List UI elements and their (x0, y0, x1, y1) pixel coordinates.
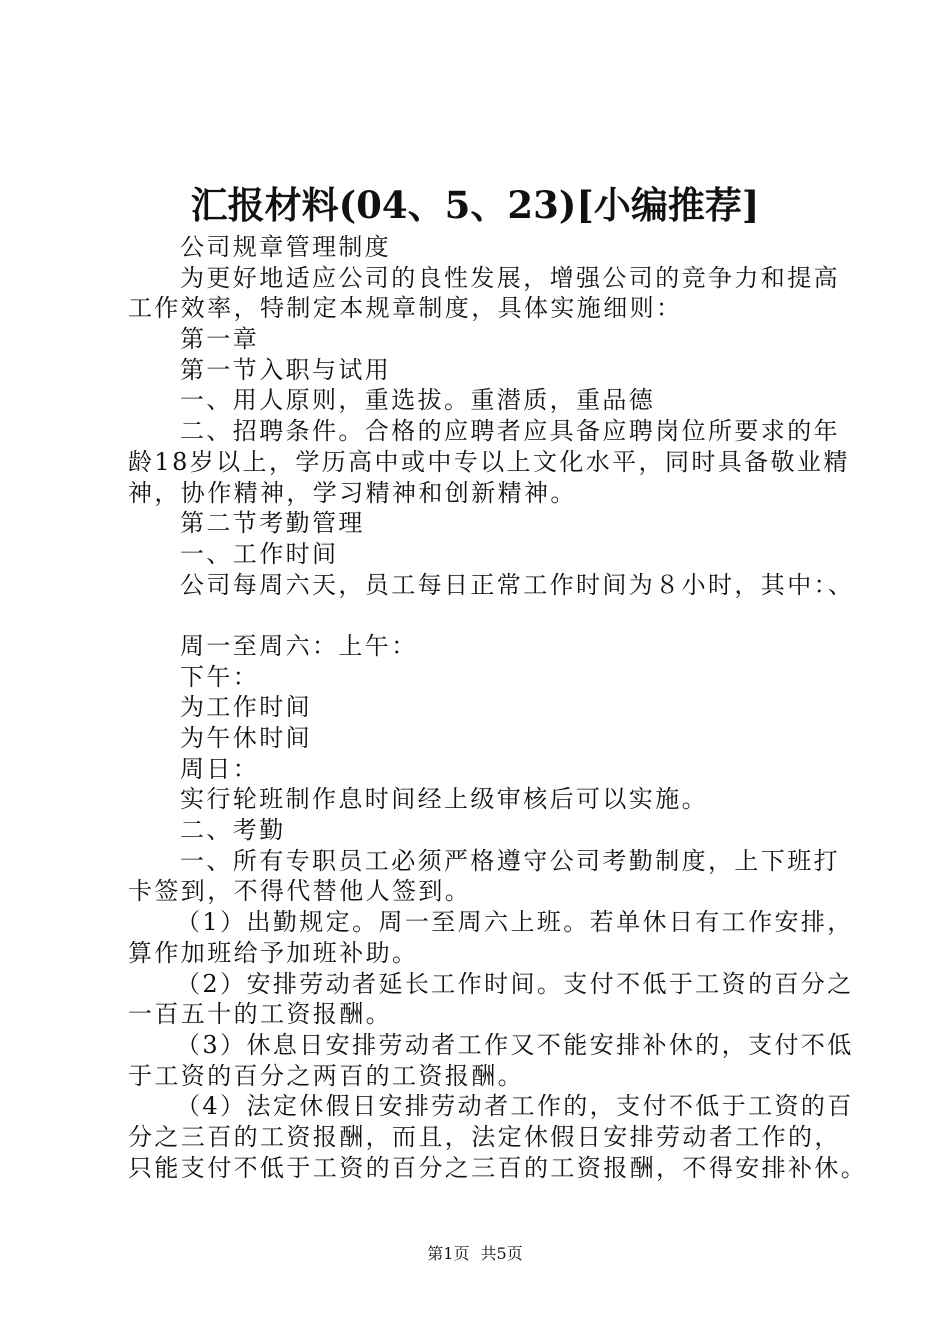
section-heading: 二、考勤 (180, 816, 286, 845)
paragraph-line: 神，协作精神，学习精神和创新精神。 (128, 478, 577, 507)
paragraph-line: 卡签到，不得代替他人签到。 (128, 877, 472, 906)
paragraph-line: 一百五十的工资报酬。 (128, 1000, 392, 1029)
paragraph-line: 分之三百的工资报酬，而且，法定休假日安排劳动者工作的， (128, 1122, 841, 1151)
paragraph-line: 工作效率，特制定本规章制度，具体实施细则： (128, 294, 683, 323)
paragraph-line: （1）出勤规定。周一至周六上班。若单休日有工作安排， (176, 908, 854, 937)
paragraph-line: 只能支付不低于工资的百分之三百的工资报酬，不得安排补休。 (128, 1153, 868, 1182)
section-heading: 第一节入职与试用 (180, 355, 392, 384)
paragraph-line: 公司规章管理制度 (180, 233, 392, 261)
paragraph-line: 为更好地适应公司的良性发展，增强公司的竞争力和提高 (180, 263, 840, 292)
paragraph-line: 周日： (180, 754, 260, 783)
paragraph-line: 周一至周六：上午： (180, 631, 418, 660)
paragraph-line: 一、工作时间 (180, 539, 339, 568)
paragraph-line: 二、招聘条件。合格的应聘者应具备应聘岗位所要求的年 (180, 417, 840, 446)
paragraph-line: 于工资的百分之两百的工资报酬。 (128, 1061, 524, 1090)
document-title: 汇报材料(04、5、23)[小编推荐] (190, 183, 760, 227)
paragraph-line: 一、所有专职员工必须严格遵守公司考勤制度，上下班打 (180, 846, 840, 875)
paragraph-line: 一、用人原则，重选拔。重潜质，重品德 (180, 386, 656, 415)
blank-line (128, 600, 840, 631)
paragraph-line: （4）法定休假日安排劳动者工作的，支付不低于工资的百 (176, 1092, 854, 1121)
paragraph-line: 为午休时间 (180, 724, 312, 752)
paragraph-line: 实行轮班制作息时间经上级审核后可以实施。 (180, 785, 708, 814)
page-number: 第1页 (427, 1244, 470, 1263)
page-footer (0, 1243, 950, 1265)
paragraph-line: 下午： (180, 662, 260, 691)
paragraph-line: 算作加班给予加班补助。 (128, 938, 419, 967)
paragraph-line: 龄18岁以上，学历高中或中专以上文化水平，同时具备敬业精 (128, 447, 850, 476)
chapter-heading: 第一章 (180, 325, 260, 354)
document-body (128, 232, 868, 1183)
page-total: 共5页 (480, 1244, 523, 1263)
paragraph-line: （2）安排劳动者延长工作时间。支付不低于工资的百分之 (176, 969, 854, 998)
paragraph-line: 为工作时间 (180, 693, 312, 722)
section-heading: 第二节考勤管理 (180, 509, 365, 538)
paragraph-line: 公司每周六天，员工每日正常工作时间为８小时，其中：、 (180, 570, 855, 599)
paragraph-line: （3）休息日安排劳动者工作又不能安排补休的，支付不低 (176, 1030, 854, 1059)
